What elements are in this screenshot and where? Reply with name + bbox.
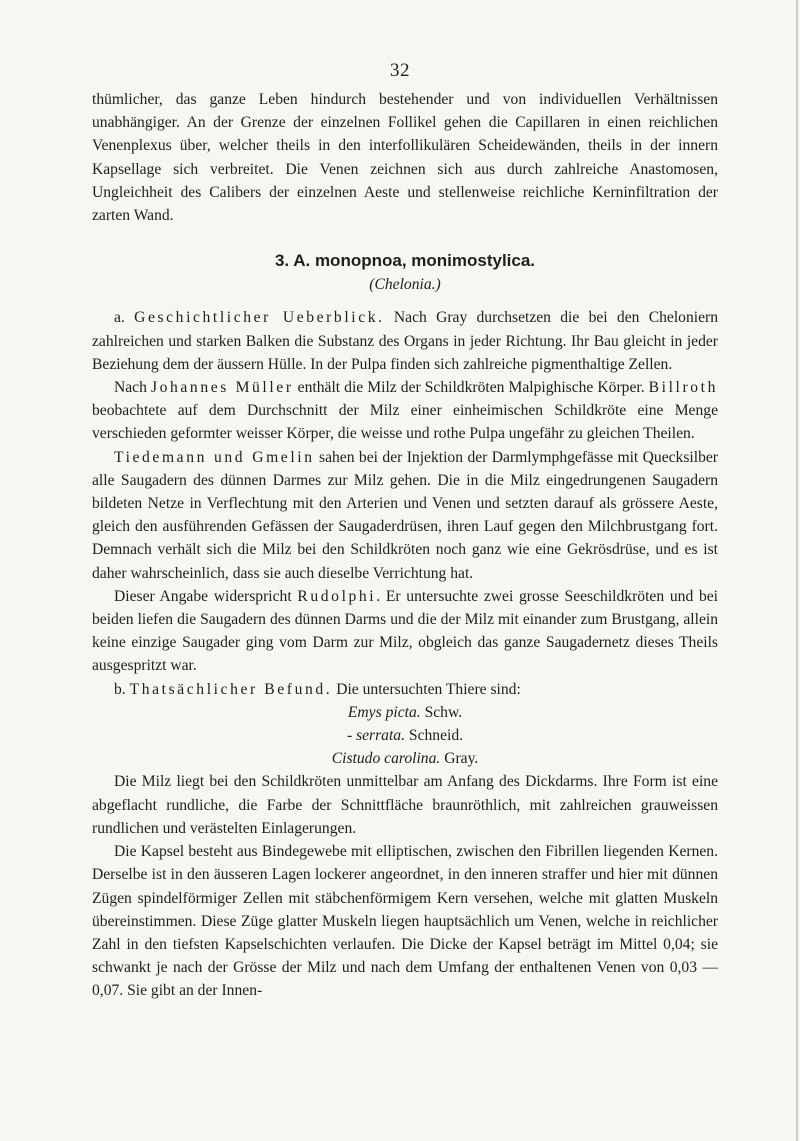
paragraph-befund: [92, 678, 718, 701]
paragraph-mueller: [92, 376, 718, 446]
species-name: - serrata.: [346, 727, 405, 745]
part-b-label: b.: [114, 680, 126, 698]
section-subheading: (Chelonia.): [369, 276, 441, 294]
species-author: Schneid.: [408, 727, 464, 745]
species-item: [92, 747, 718, 770]
part-b-title: Thatsächlicher Befund.: [129, 680, 333, 698]
species-item: [92, 701, 718, 724]
paragraph-milz: Die Milz liegt bei den Schildkröten unmittelbar am Anfang des Dickdarms. Ihre Form ist eine abgeflacht rundliche, die Farbe der Schnittfläche braunröthlich, mit zahlreichen grauweissen rundlichen und verästelten Einlagerungen.: [92, 773, 718, 837]
part-a-title: Geschichtlicher Ueberblick.: [134, 309, 385, 327]
author-tiedemann-gmelin: Tiedemann und Gmelin: [114, 448, 315, 466]
body-text: [92, 88, 718, 1003]
rudolphi-lead: Dieser Angabe widerspricht: [114, 587, 298, 605]
paragraph-rudolphi: [92, 585, 718, 678]
part-a-label: a.: [114, 309, 125, 327]
part-a-text: Nach Gray durchsetzen die bei den Cheloniern zahlreichen und starken Balken die Substanz des Organs in jeder Richtung. Ihr Bau gleicht in jeder Beziehung dem der äussern Hülle. In der Pulpa finden sich zahlreiche pigmenthaltige Zellen.: [92, 309, 718, 373]
page-edge-rule: [796, 0, 798, 1141]
mueller-lead: Nach: [114, 379, 151, 397]
species-author: Schw.: [424, 703, 463, 721]
species-author: Gray.: [444, 750, 479, 768]
rudolphi-text: . Er untersuchte zwei grosse Seeschildkröten und bei beiden liefen die Saugadern des dünnen Darms und die der Milz mit einander zum Brustgang, allein keine einzige Saugader ging vom Darm zur Milz, obgleich das ganze Saugadernetz dieses Theils ausgespritzt war.: [92, 587, 718, 675]
paragraph-geschichtlich: [92, 306, 718, 376]
author-billroth: Billroth: [648, 379, 718, 397]
author-rudolphi: Rudolphi: [297, 587, 377, 605]
tiedemann-text: sahen bei der Injektion der Darmlymphgefässe mit Quecksilber alle Saugadern des dünnen Darmes zur Milz gehen. Die in die Milz eingedrungenen Saugadern bildeten Netze in Verflechtung mit den Arterien und Venen und setzten darauf als grössere Aeste, gleich den ausführenden Gefässen der Saugaderdrüsen, ihren Lauf gegen den Milchbrustgang fort. Demnach verhält sich die Milz bei den Schildkröten noch ganz wie eine Gekrösdrüse, und es ist daher wahrscheinlich, dass sie auch dieselbe Verrichtung hat.: [92, 448, 718, 582]
mueller-text-1: enthält die Milz der Schildkröten Malpighische Körper.: [293, 379, 649, 397]
paragraph-tiedemann: [92, 446, 718, 585]
page-number: 32: [390, 60, 410, 81]
author-mueller: Johannes Müller: [150, 379, 294, 397]
species-name: Emys picta.: [347, 703, 421, 721]
section-heading: 3. A. monopnoa, monimostylica.: [274, 251, 536, 271]
mueller-text-2: beobachtete auf dem Durchschnitt der Milz einer einheimischen Schildkröte eine Menge verschieden geformter weisser Körper, die weisse und rothe Pulpa ungefähr zu gleichen Theilen.: [92, 402, 718, 443]
intro-paragraph: thümlicher, das ganze Leben hindurch bestehender und von individuellen Verhältnissen unabhängiger. An der Grenze der einzelnen Follikel gehen die Capillaren in einen reichlichen Venenplexus über, welcher theils in den interfollikulären Scheidewänden, theils in der innern Kapsellage sich verbreitet. Die Venen zeichnen sich aus durch zahlreiche Anastomosen, Ungleichheit des Calibers der einzelnen Aeste und stellenweise reichliche Kerninfiltration der zarten Wand.: [92, 91, 718, 225]
species-item: [92, 724, 718, 747]
part-b-text: Die untersuchten Thiere sind:: [332, 680, 521, 698]
species-name: Cistudo carolina.: [331, 750, 441, 768]
paragraph-kapsel: Die Kapsel besteht aus Bindegewebe mit elliptischen, zwischen den Fibrillen liegenden Kernen. Derselbe ist in den äusseren Lagen lockerer angeordnet, in den inneren straffer und hier mit dünnen Zügen spindelförmiger Zellen mit stäbchenförmigem Kern versehen, welche mit glatten Muskeln übereinstimmen. Diese Züge glatter Muskeln liegen hauptsächlich um Venen, welche in reichlicher Zahl in den tiefsten Kapselschichten verlaufen. Die Dicke der Kapsel beträgt im Mittel 0,04; sie schwankt je nach der Grösse der Milz und nach dem Umfang der enthaltenen Venen von 0,03 — 0,07. Sie gibt an der Innen-: [92, 843, 718, 1000]
